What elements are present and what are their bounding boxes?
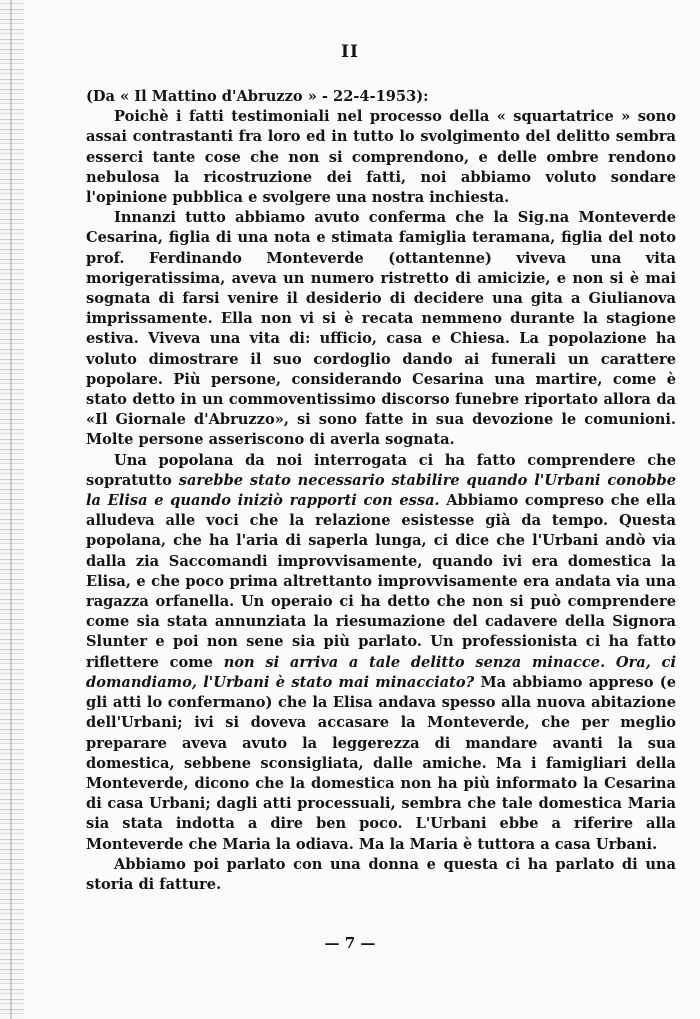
- book-binding-edge: [0, 0, 24, 1019]
- paragraph-2: Innanzi tutto abbiamo avuto conferma che la Sig.na Monteverde Cesarina, figlia di una nota e stimata famiglia teramana, figlia del noto prof. Ferdinando Monteverde (ottantenne) viveva una vita morigeratissima, aveva un numero ristretto di amicizie, e non si è mai sognata di farsi venire il desiderio di decidere una gita a Giulianova imprissamente. Ella non vi si è recata nemmeno durante la stagione estiva. Viveva una vita di: ufficio, casa e Chiesa. La popolazione ha voluto dimostrare il suo cordoglio dando ai funerali un carattere popolare. Più persone, considerando Cesarina una martire, come è stato detto in un commoventissimo discorso funebre riportato allora da «Il Giornale d'Abruzzo», si sono fatte in sua devozione le comunioni. Molte persone asseriscono di averla sognata.: [86, 209, 676, 449]
- paragraph-3-italic-a: sarebbe stato necessario stabilire quando l'Urbani conobbe la Elisa e quando iniziò rapporti con essa.: [86, 471, 676, 510]
- section-heading: II: [341, 42, 359, 62]
- paragraph-3-italic-b: non si arriva a tale delitto senza minacce. Ora, ci domandiamo, l'Urbani è stato mai minacciato?: [86, 653, 676, 691]
- article-body: [86, 87, 676, 895]
- paragraph-3: [86, 451, 676, 855]
- paragraph-3-part-a: Una popolana da noi interrogata ci ha fatto comprendere che sopratutto: [86, 451, 676, 489]
- paragraph-3-part-c: Abbiamo compreso che ella alludeva alle voci che la relazione esistesse già da tempo. Questa popolana, che ha l'aria di saperla lunga, ci dice che l'Urbani andò via dalla zia Saccomandi improvvisamente, quando ivi era domestica la Elisa, e che poco prima altrettanto improvvisamente era andata via una ragazza orfanella. Un operaio ci ha detto che non si può comprendere come sia stata annunziata la riesumazione del cadavere della Signora Slunter e poi non sene sia più parlato. Un professionista ci ha fatto riflettere come: [86, 492, 676, 671]
- paragraph-3-part-e: Ma abbiamo appreso (e gli atti lo confermano) che la Elisa andava spesso alla nuova abitazione dell'Urbani; ivi si doveva accasare la Monteverde, che per meglio preparare aveva avuto la leggerezza di mandare avanti la sua domestica, sebbene sconsigliata, dalle amiche. Ma i famigliari della Monteverde, dicono che la domestica non ha più informato la Cesarina di casa Urbani; dagli atti processuali, sembra che tale domestica Maria sia stata indotta a dire ben poco. L'Urbani ebbe a riferire alla Monteverde che Maria la odiava. Ma la Maria è tuttora a casa Urbani.: [86, 673, 676, 853]
- source-citation: (Da « Il Mattino d'Abruzzo » - 22-4-1953):: [86, 88, 429, 105]
- paragraph-1: Poichè i fatti testimoniali nel processo della « squartatrice » sono assai contrastanti fra loro ed in tutto lo svolgimento del delitto sembra esserci tante cose che non si comprendono, e delle ombre rendono nebulosa la ricostruzione dei fatti, noi abbiamo voluto sondare l'opinione pubblica e svolgere una nostra inchiesta.: [86, 108, 676, 207]
- paragraph-4: Abbiamo poi parlato con una donna e questa ci ha parlato di una storia di fatture.: [86, 855, 676, 893]
- page-number: — 7 —: [324, 934, 376, 952]
